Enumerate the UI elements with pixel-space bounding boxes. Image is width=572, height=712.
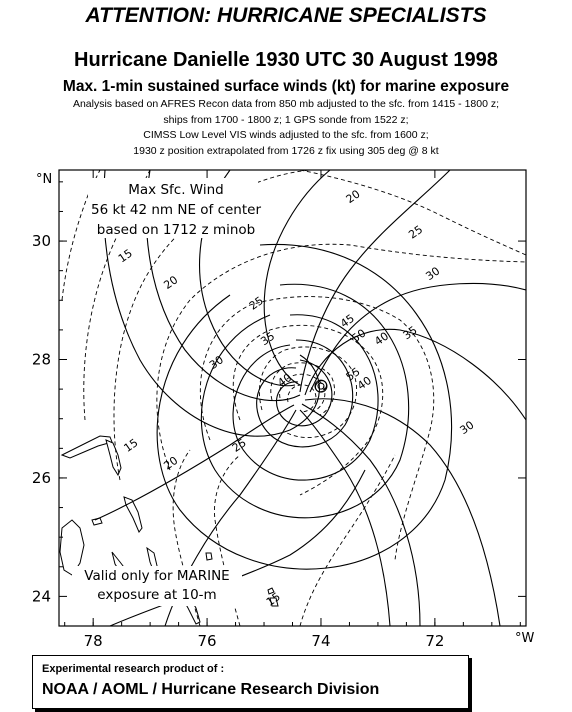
isotach-southeast-30 — [300, 455, 395, 626]
contour-label: 25 — [246, 294, 266, 313]
longitude-tick-label: 76 — [197, 632, 217, 650]
contour-label: 15 — [121, 436, 141, 455]
eleuthera-island — [124, 497, 142, 532]
contour-label: 55 — [343, 365, 363, 384]
max-wind-title: Max Sfc. Wind — [128, 182, 224, 198]
contour-label: 15 — [115, 246, 135, 266]
isotach-30 — [200, 297, 433, 560]
isotach-20-east — [300, 170, 526, 255]
page-subtitle: Max. 1-min sustained surface winds (kt) for marine exposure — [62, 78, 510, 95]
wind-analysis-map — [0, 160, 572, 652]
analysis-note: 1930 z position extrapolated from 1726 z fix using 305 deg @ 8 kt — [133, 144, 439, 157]
latitude-tick-label: 30 — [31, 232, 51, 251]
contour-label: 35 — [400, 323, 420, 343]
latitude-tick-label: 28 — [31, 350, 51, 369]
contour-label: 30 — [457, 418, 477, 438]
streamline-northeast — [300, 170, 450, 392]
latitude-tick-label: 26 — [31, 468, 51, 487]
contour-label: 40 — [372, 329, 392, 349]
contour-label: 25 — [406, 222, 426, 242]
contour-label: 30 — [423, 264, 443, 284]
streamline-west-inner — [95, 405, 294, 520]
longitude-tick-label: 72 — [425, 632, 445, 650]
page-title: Hurricane Danielle 1930 UTC 30 August 1998 — [74, 49, 498, 71]
grand-bahama-island — [62, 436, 112, 458]
max-wind-value: 56 kt 42 nm NE of center — [91, 202, 261, 218]
longitude-unit-label: °W — [515, 631, 535, 646]
isotach-35 — [233, 325, 382, 495]
attention-banner: ATTENTION: HURRICANE SPECIALISTS — [85, 4, 487, 27]
contour-label: 20 — [161, 453, 181, 473]
streamline-south — [302, 404, 420, 626]
contour-label: 40 — [275, 370, 295, 390]
latitude-tick-label: 24 — [31, 587, 51, 606]
contour-label: 45 — [337, 311, 357, 331]
analysis-note: ships from 1700 - 1800 z; 1 GPS sonde from 1522 z; — [163, 113, 409, 126]
analysis-note: Analysis based on AFRES Recon data from 850 mb adjusted to the sfc. from 1415 - 1800 z; — [72, 98, 500, 110]
streamline-north — [264, 170, 330, 385]
contour-label: 25 — [229, 436, 249, 455]
credit-line-2: NOAA / AOML / Hurricane Research Division — [42, 681, 380, 698]
validity-annotation — [72, 566, 242, 606]
contour-label: 50 — [349, 326, 369, 346]
streamline-spiral-2 — [257, 340, 353, 447]
contour-label: 20 — [343, 187, 363, 207]
analysis-note: CIMSS Low Level VIS winds adjusted to the sfc. from 1600 z; — [143, 129, 429, 141]
longitude-tick-label: 74 — [311, 632, 331, 650]
contour-label: 15 — [263, 590, 283, 609]
max-wind-source: based on 1712 z minob — [96, 222, 256, 238]
contour-labels — [87, 187, 476, 608]
contour-label: 30 — [206, 353, 226, 372]
contour-label: 35 — [258, 329, 278, 349]
contour-label: 40 — [355, 373, 374, 393]
longitude-tick-label: 78 — [83, 632, 103, 650]
streamlines — [95, 170, 526, 626]
storm-center-marker — [315, 380, 327, 392]
validity-line-2: exposure at 10-m — [97, 587, 217, 603]
latitude-unit-label: °N — [36, 172, 53, 187]
abaco-island — [106, 440, 121, 475]
max-wind-annotation — [88, 178, 261, 238]
analysis-notes — [0, 97, 572, 159]
credit-box — [32, 655, 469, 709]
validity-line-1: Valid only for MARINE — [84, 568, 230, 584]
credit-line-1: Experimental research product of : — [42, 663, 225, 675]
san-salvador — [206, 553, 212, 560]
contour-label: 20 — [161, 273, 181, 292]
